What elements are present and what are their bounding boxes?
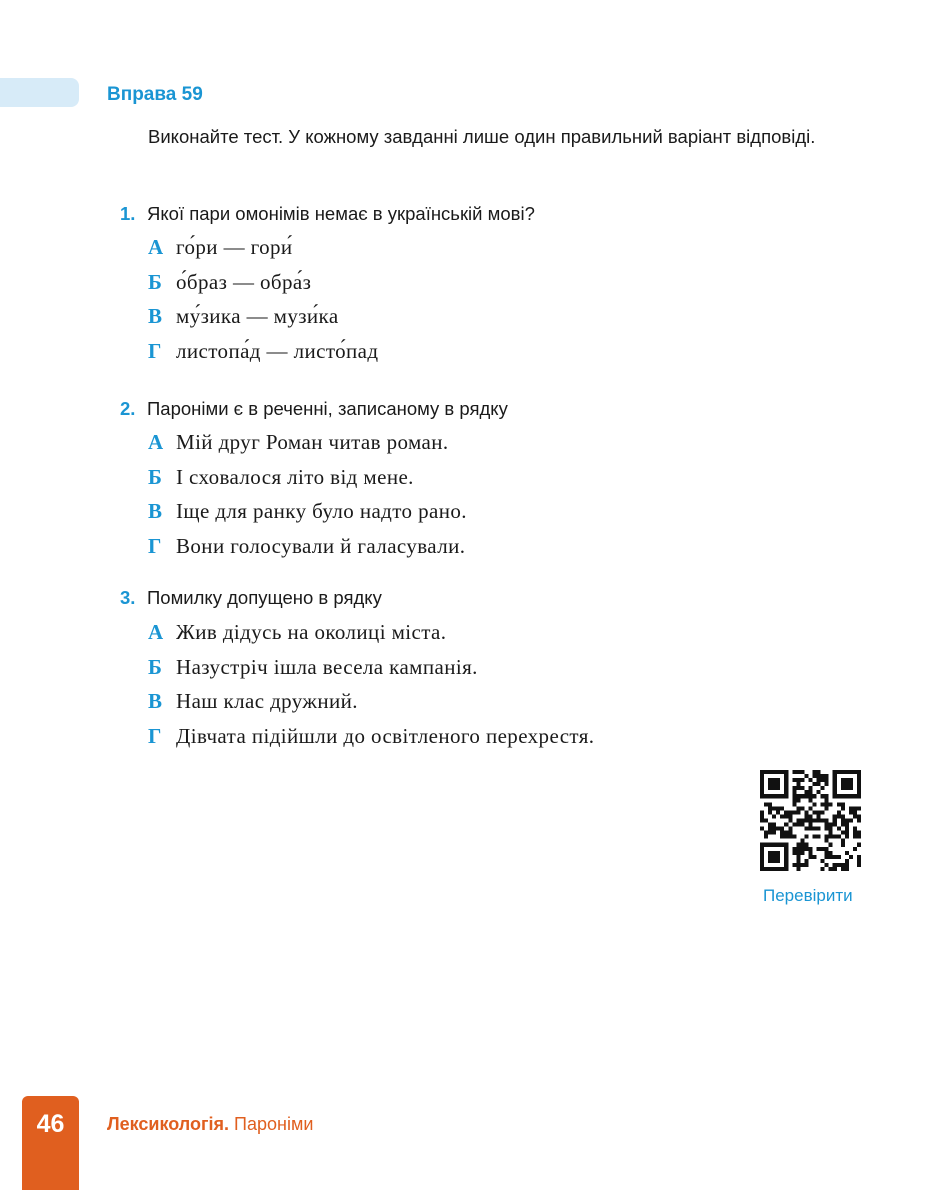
- option-h[interactable]: [148, 534, 467, 569]
- page-number: 46: [36, 1110, 65, 1138]
- option-text: Наш клас дружний.: [176, 689, 358, 713]
- option-text: Назустріч ішла весела кампанія.: [176, 654, 478, 679]
- option-a[interactable]: [148, 430, 467, 465]
- option-h[interactable]: [148, 724, 594, 759]
- exercise-title: Вправа 59: [107, 84, 203, 105]
- option-text: Жив дідусь на околиці міста.: [176, 620, 447, 644]
- option-a[interactable]: [148, 620, 594, 655]
- qr-check-link[interactable]: Перевірити: [763, 886, 853, 905]
- option-letter: В: [148, 499, 163, 523]
- side-tab-decoration: [0, 78, 79, 107]
- question-3-options: [148, 620, 594, 758]
- option-text: Вони голосували й галасували.: [176, 533, 466, 558]
- question-number: 3.: [120, 587, 136, 608]
- qr-code-graphic: [760, 770, 861, 871]
- option-v[interactable]: [148, 689, 594, 724]
- option-text: му́зика — музи́ка: [176, 304, 339, 328]
- question-2: [120, 398, 508, 420]
- qr-code-icon[interactable]: [760, 770, 861, 871]
- question-number: 2.: [120, 398, 136, 419]
- exercise-instruction: Виконайте тест. У кожному завданні лише один правильний варіант відповіді.: [148, 126, 816, 147]
- option-letter: Г: [148, 533, 162, 558]
- option-text: Мій друг Роман читав роман.: [176, 430, 449, 454]
- option-b[interactable]: [148, 270, 378, 305]
- footer-topic: Пароніми: [234, 1114, 314, 1134]
- option-letter: А: [148, 620, 164, 644]
- question-2-options: [148, 430, 467, 568]
- option-text: Іще для ранку було надто рано.: [176, 499, 467, 523]
- option-b[interactable]: [148, 655, 594, 690]
- option-letter: Б: [148, 654, 163, 679]
- option-v[interactable]: [148, 499, 467, 534]
- option-letter: Г: [148, 723, 162, 748]
- option-letter: А: [148, 430, 164, 454]
- option-letter: В: [148, 689, 163, 713]
- option-letter: Б: [148, 269, 163, 294]
- running-footer: [107, 1114, 313, 1135]
- option-h[interactable]: [148, 339, 378, 374]
- option-letter: Г: [148, 338, 162, 363]
- option-letter: В: [148, 304, 163, 328]
- option-a[interactable]: [148, 235, 378, 270]
- question-number: 1.: [120, 203, 136, 224]
- option-letter: А: [148, 235, 164, 259]
- option-text: листопа́д — листо́пад: [176, 338, 379, 363]
- option-b[interactable]: [148, 465, 467, 500]
- question-text: Якої пари омонімів немає в українській мові?: [147, 203, 535, 224]
- question-text: Помилку допущено в рядку: [147, 587, 382, 608]
- option-text: го́ри — гори́: [176, 235, 293, 259]
- footer-section: Лексикологія.: [107, 1114, 230, 1134]
- question-text: Пароніми є в реченні, записаному в рядку: [147, 398, 508, 419]
- option-text: Дівчата підійшли до освітленого перехрестя.: [176, 723, 595, 748]
- question-3: [120, 587, 382, 609]
- option-v[interactable]: [148, 304, 378, 339]
- question-1-options: [148, 235, 378, 373]
- question-1: [120, 203, 535, 225]
- option-text: о́браз — обра́з: [176, 269, 312, 294]
- option-letter: Б: [148, 464, 163, 489]
- option-text: І сховалося літо від мене.: [176, 464, 414, 489]
